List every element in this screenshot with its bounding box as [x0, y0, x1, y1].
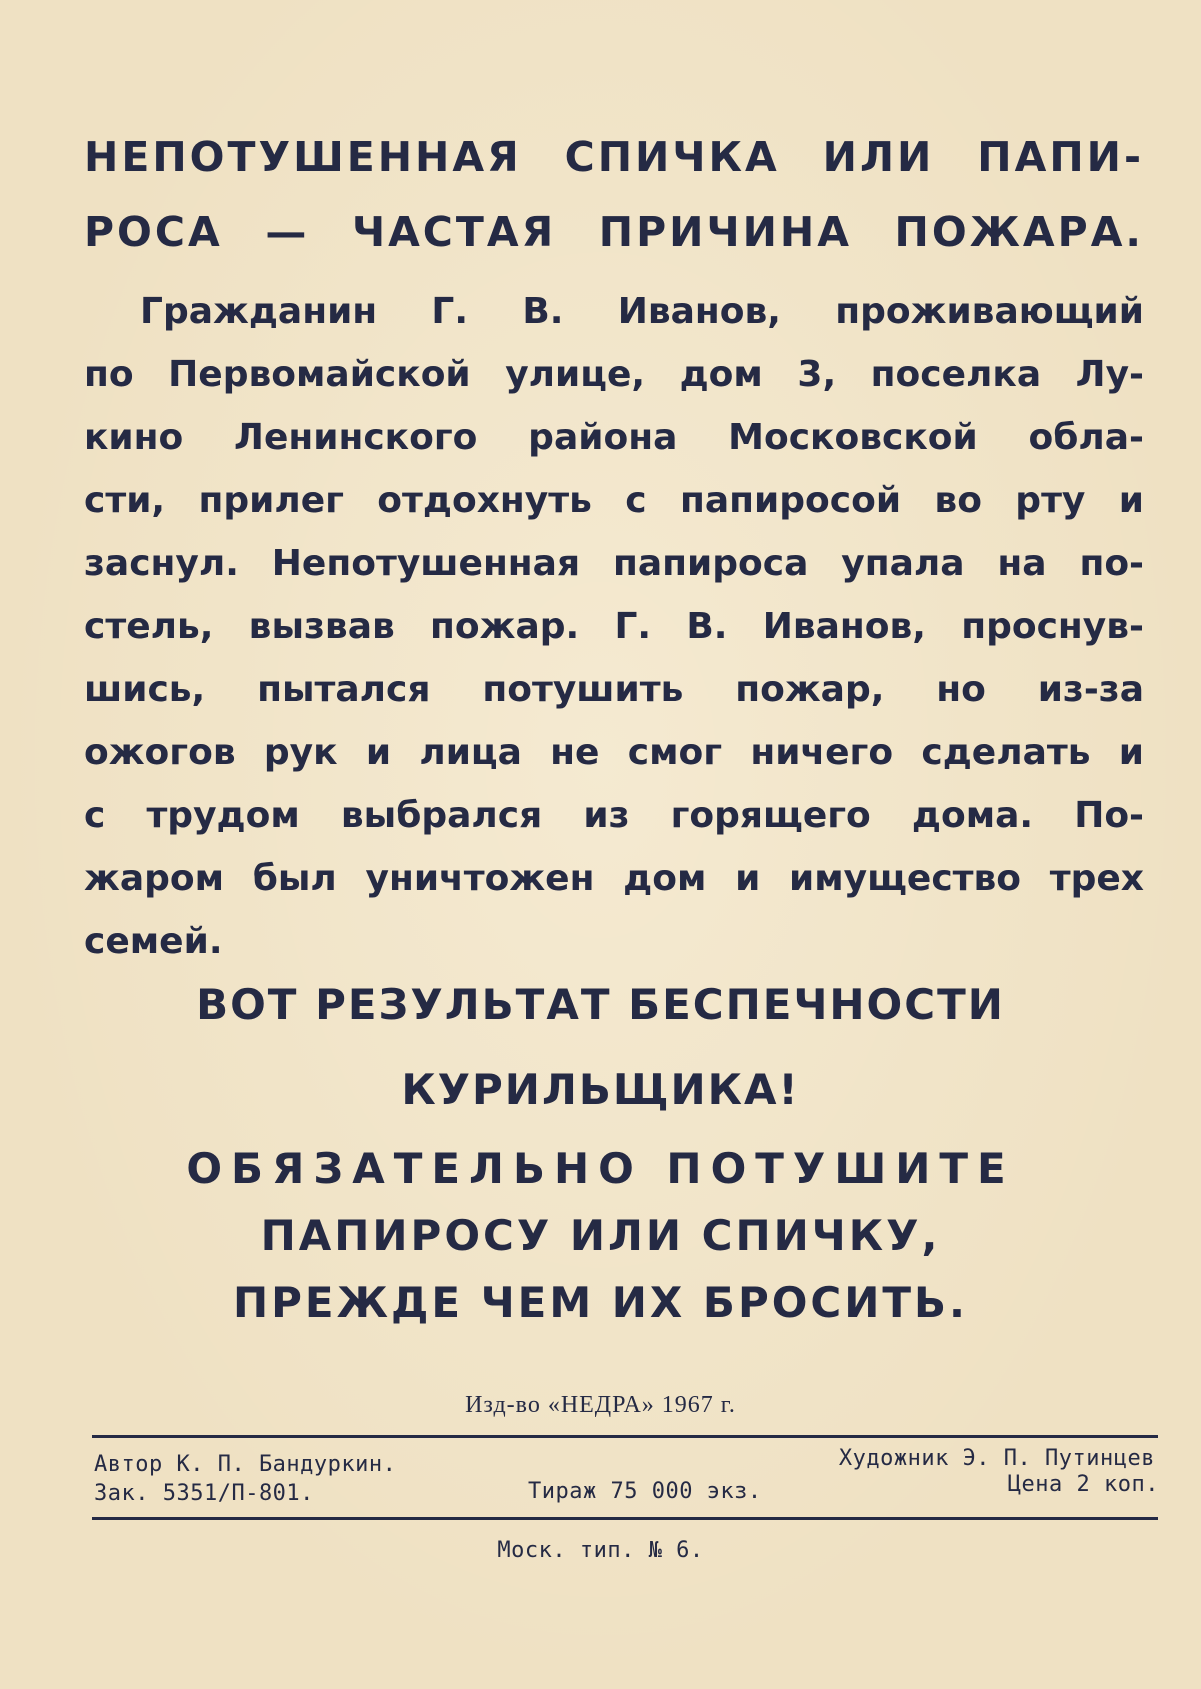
imprint-rule-top — [92, 1435, 1158, 1438]
print-run: Тираж 75 000 экз. — [528, 1479, 762, 1504]
printer-line: Моск. тип. № 6. — [497, 1538, 704, 1563]
warning-line-1: ОБЯЗАТЕЛЬНО ПОТУШИТЕ — [186, 1144, 1015, 1193]
imprint-rule-bottom — [92, 1517, 1158, 1520]
artist-credit: Художник Э. П. Путинцев — [838, 1446, 1155, 1471]
heading-line-2: РОСА — ЧАСТАЯ ПРИЧИНА ПОЖАРА. — [84, 208, 1144, 256]
incident-story — [84, 280, 1144, 973]
warning-line-2: ПАПИРОСУ ИЛИ СПИЧКУ, — [260, 1211, 941, 1260]
safety-warning — [0, 1135, 1201, 1336]
story-line: жаром был уничтожен дом и имущество трех — [84, 858, 1144, 899]
story-line: сти, прилег отдохнуть с папиросой во рту и — [84, 480, 1144, 521]
heading-line-1: НЕПОТУШЕННАЯ СПИЧКА ИЛИ ПАПИ- — [84, 133, 1144, 181]
story-line: по Первомайской улице, дом 3, поселка Лу- — [84, 354, 1144, 395]
publisher-line: Изд-во «НЕДРА» 1967 г. — [465, 1392, 736, 1418]
story-line: заснул. Непотушенная папироса упала на по- — [84, 543, 1144, 584]
callout-line-2: КУРИЛЬЩИКА! — [401, 1065, 800, 1114]
author-credit: Автор К. П. Бандуркин. — [94, 1452, 397, 1477]
story-line: семей. — [84, 921, 223, 962]
story-line: ожогов рук и лица не смог ничего сделать и — [84, 732, 1144, 773]
leaflet-heading — [84, 120, 1144, 270]
story-line: кино Ленинского района Московской обла- — [84, 417, 1144, 458]
story-line: с трудом выбрался из горящего дома. По- — [84, 795, 1144, 836]
price: Цена 2 коп. — [1007, 1472, 1159, 1497]
order-number: Зак. 5351/П-801. — [94, 1481, 314, 1506]
warning-line-3: ПРЕЖДЕ ЧЕМ ИХ БРОСИТЬ. — [232, 1278, 969, 1327]
story-line: стель, вызвав пожар. Г. В. Иванов, проснув- — [84, 606, 1144, 647]
story-line: Гражданин Г. В. Иванов, проживающий — [140, 291, 1144, 332]
callout-line-1: ВОТ РЕЗУЛЬТАТ БЕСПЕЧНОСТИ — [196, 980, 1005, 1029]
story-line: шись, пытался потушить пожар, но из-за — [84, 669, 1144, 710]
